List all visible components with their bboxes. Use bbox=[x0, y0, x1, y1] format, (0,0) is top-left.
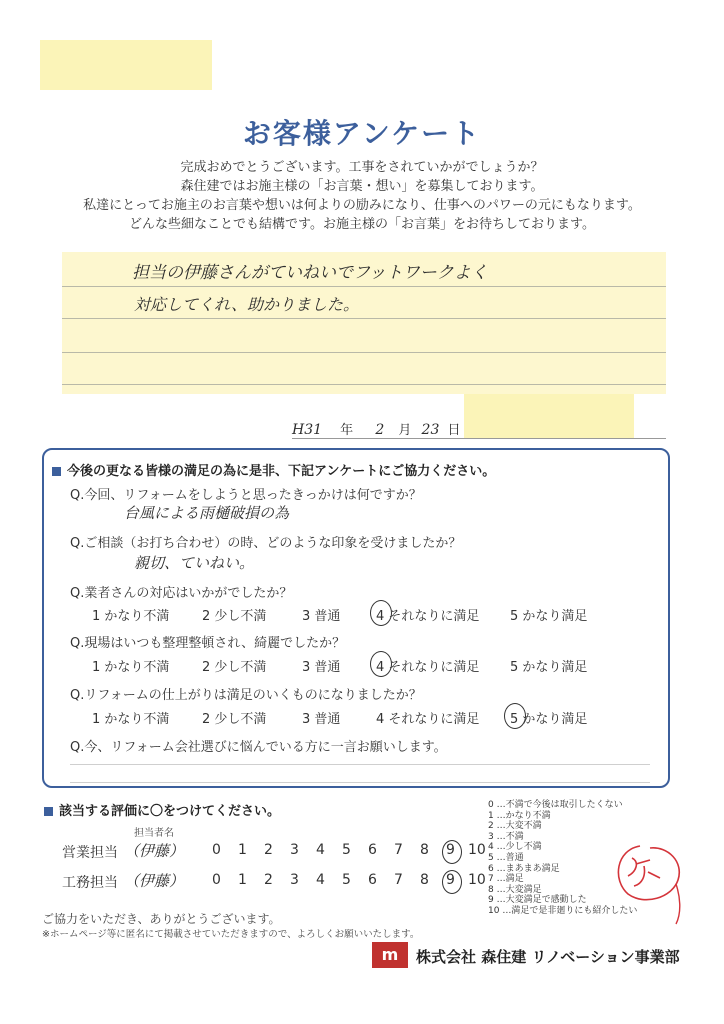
evaluation-heading: 該当する評価に〇をつけてください。 bbox=[44, 800, 280, 819]
legend-item: 9 …大変満足で感動した bbox=[488, 895, 587, 906]
date-day: 23 bbox=[421, 422, 440, 438]
comment-line-1: 担当の伊藤さんがていねいでフットワークよく bbox=[132, 263, 488, 283]
footer-note: ※ホームページ等に匿名にて掲載させていただきますので、よろしくお願いいたします。 bbox=[42, 929, 420, 940]
intro-text bbox=[0, 158, 724, 234]
question-2: Q.ご相談（お打ち合わせ）の時、どのような印象を受けましたか？ bbox=[70, 536, 462, 551]
eval-number[interactable]: 5 bbox=[342, 872, 351, 888]
eval-number[interactable]: 4 bbox=[316, 842, 325, 858]
eval-number[interactable]: 8 bbox=[420, 842, 429, 858]
eval-number[interactable]: 6 bbox=[368, 842, 377, 858]
eval-row-label: 営業担当 bbox=[62, 845, 118, 861]
eval-row-name: （伊藤） bbox=[124, 872, 185, 890]
legend-item: 4 …少し不満 bbox=[488, 842, 542, 853]
eval-number[interactable]: 7 bbox=[394, 872, 403, 888]
eval-row-construction bbox=[62, 872, 486, 892]
legend-item: 3 …不満 bbox=[488, 831, 524, 842]
legend-item: 8 …大変満足 bbox=[488, 884, 542, 895]
date-day-label: 日 bbox=[447, 423, 461, 438]
eval-number[interactable]: 5 bbox=[342, 842, 351, 858]
bullet-square-icon bbox=[44, 807, 53, 816]
intro-line: 私達にとってお施主のお言葉や想いは何よりの励みになり、仕事へのパワーの元にもなります。 bbox=[83, 198, 641, 213]
legend-item: 7 …満足 bbox=[488, 874, 524, 885]
eval-number[interactable]: 6 bbox=[368, 872, 377, 888]
date-underline bbox=[292, 438, 666, 439]
eval-number[interactable]: 0 bbox=[212, 872, 221, 888]
person-label: 担当者名 bbox=[134, 828, 174, 839]
redacted-block-top bbox=[40, 40, 212, 90]
legend-item: 1 …かなり不満 bbox=[488, 810, 551, 821]
scale-option[interactable]: 3 普通 bbox=[302, 660, 341, 675]
date-year-label: 年 bbox=[340, 423, 354, 438]
scale-option[interactable]: 1 かなり不満 bbox=[92, 660, 170, 675]
company-logo: m bbox=[372, 942, 408, 968]
scale-option[interactable]: 4 それなりに満足 bbox=[376, 712, 480, 727]
selected-circle-q5 bbox=[504, 703, 526, 729]
legend-item: 2 …大変不満 bbox=[488, 821, 542, 832]
eval-number[interactable]: 8 bbox=[420, 872, 429, 888]
scale-option[interactable]: 1 かなり不満 bbox=[92, 712, 170, 727]
question-4: Q.現場はいつも整理整頓され、綺麗でしたか？ bbox=[70, 636, 346, 651]
eval-number[interactable]: 7 bbox=[394, 842, 403, 858]
scale-option[interactable]: 5 かなり満足 bbox=[510, 660, 588, 675]
eval-number[interactable]: 2 bbox=[264, 872, 273, 888]
scale-option[interactable]: 2 少し不満 bbox=[202, 712, 267, 727]
question-1: Q.今回、リフォームをしようと思ったきっかけは何ですか？ bbox=[70, 488, 422, 503]
eval-row-name: （伊藤） bbox=[124, 842, 185, 860]
selected-circle-construction bbox=[442, 870, 462, 894]
eval-number[interactable]: 2 bbox=[264, 842, 273, 858]
question-5: Q.リフォームの仕上がりは満足のいくものになりましたか？ bbox=[70, 688, 422, 703]
eval-row-label: 工務担当 bbox=[62, 875, 118, 891]
intro-line: どんな些細なことでも結構です。お施主様の「お言葉」をお待ちしております。 bbox=[129, 217, 595, 232]
thanks-text: ご協力をいただき、ありがとうございます。 bbox=[42, 912, 281, 926]
eval-number[interactable]: 1 bbox=[238, 842, 247, 858]
scale-option[interactable]: 1 かなり不満 bbox=[92, 609, 170, 624]
scale-option[interactable]: 2 少し不満 bbox=[202, 609, 267, 624]
redacted-block-name bbox=[464, 394, 634, 438]
scale-option[interactable]: 2 少し不満 bbox=[202, 660, 267, 675]
scale-option[interactable]: 5 かなり満足 bbox=[510, 609, 588, 624]
intro-line: 完成おめでとうございます。工事をされていかがでしょうか？ bbox=[180, 160, 544, 175]
date-month: 2 bbox=[375, 422, 385, 438]
eval-number[interactable]: 1 bbox=[238, 872, 247, 888]
page-title: お客様アンケート bbox=[242, 117, 482, 150]
scale-option[interactable]: 4 それなりに満足 bbox=[376, 660, 480, 675]
scale-option[interactable]: 3 普通 bbox=[302, 609, 341, 624]
selected-circle-q4 bbox=[370, 651, 392, 677]
eval-row-sales bbox=[62, 842, 486, 862]
bullet-square-icon bbox=[52, 467, 61, 476]
selected-circle-sales bbox=[442, 840, 462, 864]
eval-number[interactable]: 10 bbox=[468, 872, 486, 888]
comment-line-2: 対応してくれ、助かりました。 bbox=[134, 295, 359, 314]
comment-area bbox=[62, 252, 666, 394]
answer-2: 親切、ていねい。 bbox=[134, 554, 255, 572]
scale-option[interactable]: 3 普通 bbox=[302, 712, 341, 727]
eval-number[interactable]: 0 bbox=[212, 842, 221, 858]
eval-number[interactable]: 3 bbox=[290, 842, 299, 858]
date-line bbox=[292, 419, 461, 438]
date-era: H31 bbox=[292, 422, 323, 438]
answer-6-line-1 bbox=[70, 764, 650, 765]
company-name: 株式会社 森住建 リノベーション事業部 bbox=[416, 948, 680, 966]
selected-circle-q3 bbox=[370, 600, 392, 626]
legend-item: 0 …不満で今後は取引したくない bbox=[488, 800, 623, 810]
question-3: Q.業者さんの対応はいかがでしたか？ bbox=[70, 586, 293, 601]
survey-heading: 今後の更なる皆様の満足の為に是非、下記アンケートにご協力ください。 bbox=[52, 460, 495, 479]
legend-item: 5 …普通 bbox=[488, 852, 524, 863]
intro-line: 森住建ではお施主様の「お言葉・想い」を募集しております。 bbox=[180, 179, 544, 194]
question-6: Q.今、リフォーム会社選びに悩んでいる方に一言お願いします。 bbox=[70, 740, 447, 755]
scale-option[interactable]: 5 かなり満足 bbox=[510, 712, 588, 727]
legend-item: 10 …満足で是非廻りにも紹介したい bbox=[488, 905, 638, 916]
scale-option[interactable]: 4 それなりに満足 bbox=[376, 609, 480, 624]
date-month-label: 月 bbox=[398, 423, 412, 438]
legend-item: 6 …まあまあ満足 bbox=[488, 863, 560, 874]
eval-number[interactable]: 10 bbox=[468, 842, 486, 858]
red-check-stamp bbox=[606, 836, 690, 928]
eval-number[interactable]: 4 bbox=[316, 872, 325, 888]
eval-number[interactable]: 9 bbox=[446, 842, 455, 858]
answer-1: 台風による雨樋破損の為 bbox=[124, 504, 290, 522]
eval-number[interactable]: 9 bbox=[446, 872, 455, 888]
eval-number[interactable]: 3 bbox=[290, 872, 299, 888]
answer-6-line-2 bbox=[70, 782, 650, 783]
